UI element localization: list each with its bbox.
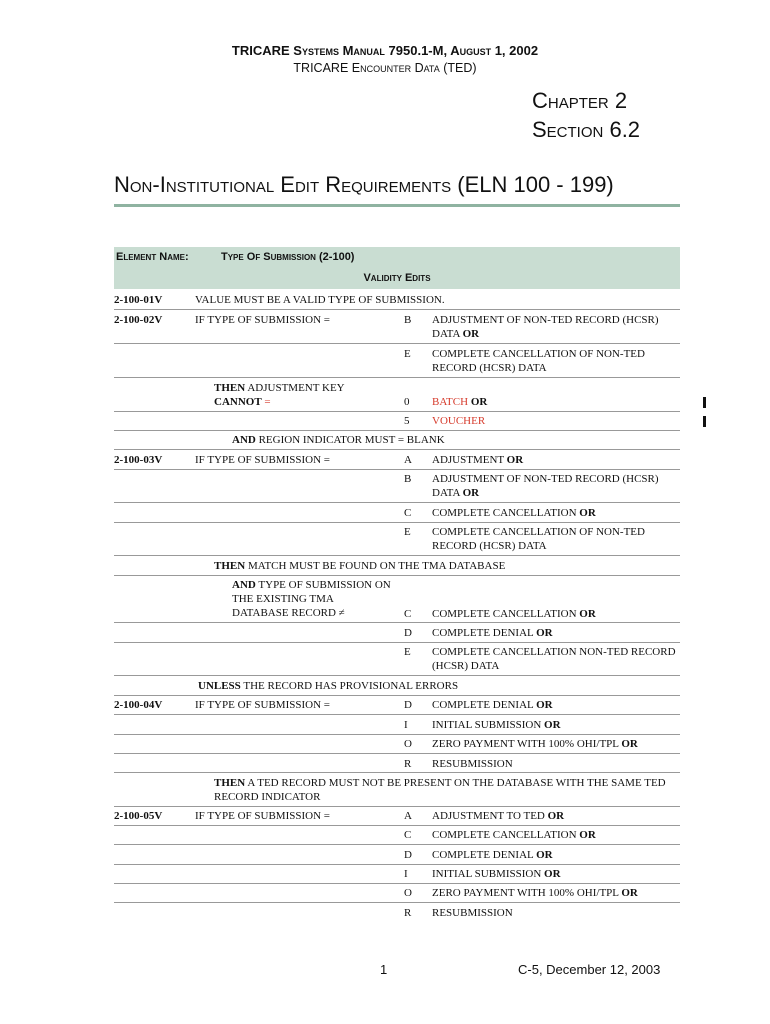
code-value: B [404, 473, 412, 485]
row-divider [114, 772, 680, 773]
row-divider [114, 902, 680, 903]
code-value: A [404, 454, 412, 466]
row-divider [114, 675, 680, 676]
code-description: RESUBMISSION [432, 907, 513, 919]
page-number: 1 [380, 962, 388, 977]
edit-condition: IF TYPE OF SUBMISSION = [195, 699, 330, 711]
row-divider [114, 469, 680, 470]
edit-text: VALUE MUST BE A VALID TYPE OF SUBMISSION. [195, 294, 445, 306]
code-description: RESUBMISSION [432, 758, 513, 770]
row-divider [114, 864, 680, 865]
code-value: R [404, 758, 412, 770]
row-divider [114, 883, 680, 884]
edit-id: 2-100-03V [114, 454, 163, 466]
revision-bar [703, 397, 706, 408]
row-divider [114, 502, 680, 503]
code-description: COMPLETE DENIAL OR [432, 627, 553, 639]
row-divider [114, 449, 680, 450]
title-rule [114, 204, 680, 207]
code-description: ADJUSTMENT OF NON-TED RECORD (HCSR) DATA OR [432, 314, 659, 340]
code-description: COMPLETE CANCELLATION NON-TED RECORD (HCSR) DATA [432, 646, 676, 672]
code-value: E [404, 348, 411, 360]
code-value: I [404, 868, 408, 880]
element-name-bar [114, 247, 680, 268]
edit-id: 2-100-05V [114, 810, 163, 822]
row-divider [114, 753, 680, 754]
code-value: E [404, 646, 411, 658]
code-value: R [404, 907, 412, 919]
row-divider [114, 844, 680, 845]
code-description: BATCH OR [432, 396, 488, 408]
code-description: INITIAL SUBMISSION OR [432, 868, 561, 880]
code-description: COMPLETE DENIAL OR [432, 699, 553, 711]
code-value: O [404, 887, 412, 899]
code-value: D [404, 699, 412, 711]
row-divider [114, 806, 680, 807]
row-divider [114, 714, 680, 715]
row-divider [114, 430, 680, 431]
section-label: Section 6.2 [532, 117, 641, 142]
manual-header: TRICARE Systems Manual 7950.1-M, August 1, 2002 [231, 43, 539, 58]
row-divider [114, 734, 680, 735]
code-value: 5 [404, 415, 410, 427]
edit-id: 2-100-02V [114, 314, 163, 326]
code-description: ZERO PAYMENT WITH 100% OHI/TPL OR [432, 887, 638, 899]
code-description: ADJUSTMENT OR [432, 454, 524, 466]
revision-bar [703, 416, 706, 427]
code-value: C [404, 507, 412, 519]
page-title: Non-Institutional Edit Requirements (ELN 100 - 199) [114, 172, 614, 197]
code-value: E [404, 526, 411, 538]
edit-id: 2-100-04V [114, 699, 163, 711]
edit-condition: IF TYPE OF SUBMISSION = [195, 314, 330, 326]
row-divider [114, 309, 680, 310]
row-divider [114, 825, 680, 826]
code-value: C [404, 608, 412, 620]
code-description: INITIAL SUBMISSION OR [432, 719, 561, 731]
element-name-value: Type Of Submission (2-100) [221, 251, 355, 263]
row-divider [114, 377, 680, 378]
element-name-label: Element Name: [116, 251, 189, 263]
row-divider [114, 522, 680, 523]
manual-subtitle: TRICARE Encounter Data (TED) [293, 61, 477, 75]
chapter-label: Chapter 2 [532, 88, 628, 113]
code-value: A [404, 810, 412, 822]
code-description: VOUCHER [432, 415, 486, 427]
edit-id: 2-100-01V [114, 294, 163, 306]
code-description: ZERO PAYMENT WITH 100% OHI/TPL OR [432, 738, 638, 750]
code-value: I [404, 719, 408, 731]
code-description: COMPLETE CANCELLATION OR [432, 507, 596, 519]
edit-condition: IF TYPE OF SUBMISSION = [195, 810, 330, 822]
code-value: D [404, 627, 412, 639]
code-description: COMPLETE CANCELLATION OR [432, 829, 596, 841]
code-value: O [404, 738, 412, 750]
row-divider [114, 555, 680, 556]
code-description: ADJUSTMENT TO TED OR [432, 810, 565, 822]
code-value: D [404, 849, 412, 861]
validity-edits-heading: Validity Edits [114, 268, 680, 289]
row-divider [114, 622, 680, 623]
code-description: COMPLETE CANCELLATION OF NON-TED RECORD (HCSR) DATA [432, 348, 645, 374]
code-value: C [404, 829, 412, 841]
code-description: COMPLETE CANCELLATION OR [432, 608, 596, 620]
row-divider [114, 575, 680, 576]
code-description: COMPLETE CANCELLATION OF NON-TED RECORD (HCSR) DATA [432, 526, 645, 552]
row-divider [114, 411, 680, 412]
edit-condition: IF TYPE OF SUBMISSION = [195, 454, 330, 466]
code-value: B [404, 314, 412, 326]
row-divider [114, 642, 680, 643]
code-description: ADJUSTMENT OF NON-TED RECORD (HCSR) DATA OR [432, 473, 659, 499]
row-divider [114, 695, 680, 696]
code-description: COMPLETE DENIAL OR [432, 849, 553, 861]
row-divider [114, 343, 680, 344]
code-value: 0 [404, 396, 410, 408]
revision-date: C-5, December 12, 2003 [518, 962, 661, 977]
